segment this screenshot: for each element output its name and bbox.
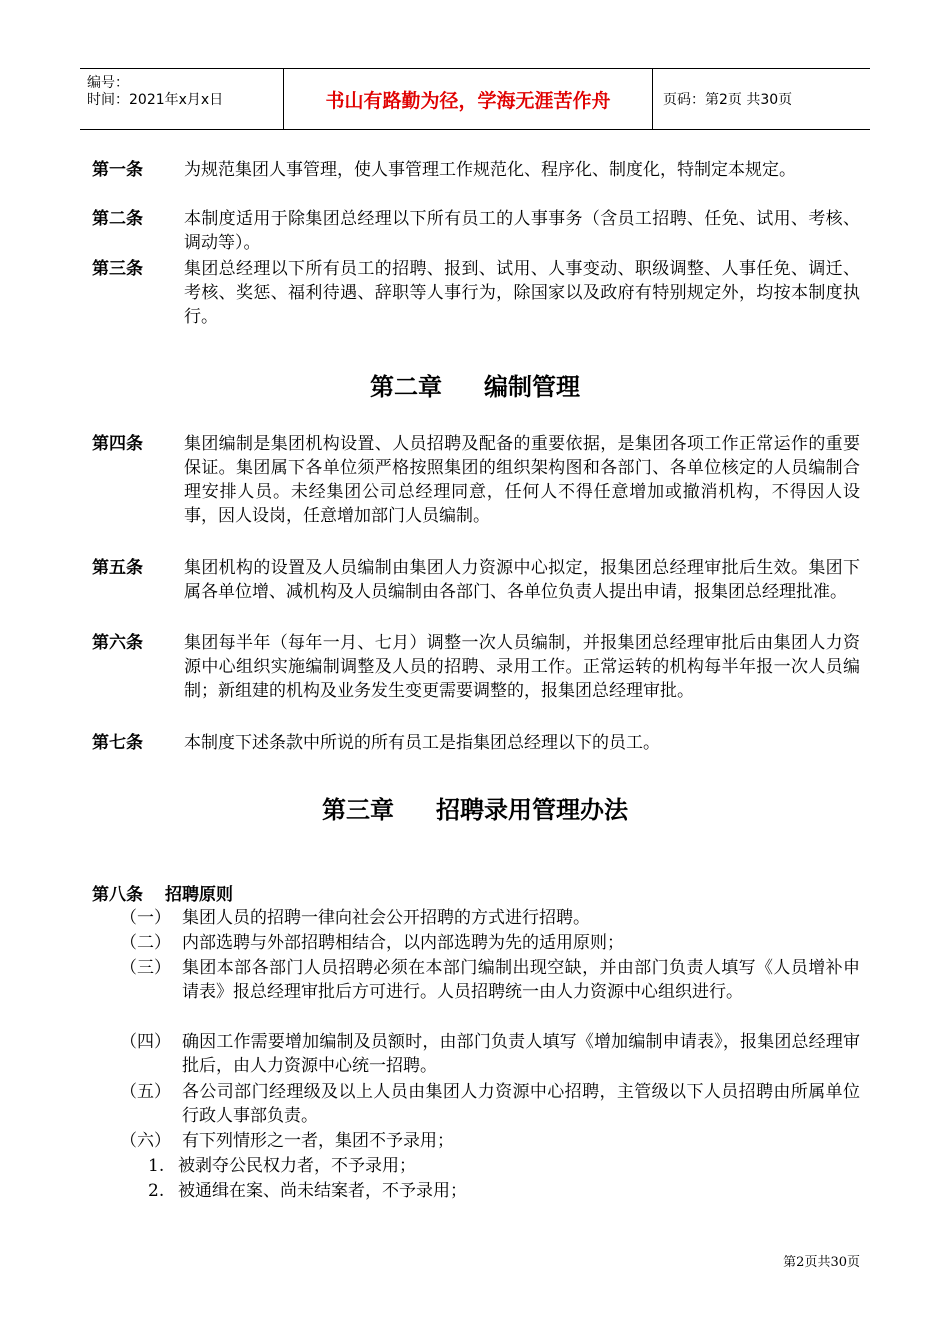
- item-text: 内部选聘与外部招聘相结合，以内部选聘为先的适用原则；: [182, 933, 624, 953]
- article-title: 招聘原则: [165, 885, 233, 905]
- article-1: [92, 158, 860, 182]
- article-text: 集团每半年（每年一月、七月）调整一次人员编制，并报集团总经理审批后由集团人力资源中心组织实施编制调整及人员的招聘、录用工作。正常运转的机构每半年报一次人员编制；新组建的机构及业务发生变更需要调整的，报集团总经理审批。: [184, 633, 860, 701]
- article-text: 集团编制是集团机构设置、人员招聘及配备的重要依据，是集团各项工作正常运作的重要保证。集团属下各单位须严格按照集团的组织架构图和各部门、各单位核定的人员编制合理安排人员。未经集团公司总经理同意，任何人不得任意增加或撤消机构，不得因人设事，因人设岗，任意增加部门人员编制。: [184, 434, 860, 526]
- item-text: 集团本部各部门人员招聘必须在本部门编制出现空缺，并由部门负责人填写《人员增补申请表》报总经理审批后方可进行。人员招聘统一由人力资源中心组织进行。: [182, 958, 860, 1002]
- page-header: [80, 68, 870, 130]
- item-text: 有下列情形之一者，集团不予录用；: [182, 1131, 454, 1151]
- item-number: （二）: [120, 933, 171, 953]
- article-text: 集团总经理以下所有员工的招聘、报到、试用、人事变动、职级调整、人事任免、调迁、考核、奖惩、福利待遇、辞职等人事行为，除国家以及政府有特别规定外，均按本制度执行。: [184, 259, 860, 327]
- article-3: [92, 257, 860, 329]
- header-time-label: 时间：2021年x月x日: [87, 92, 224, 108]
- chapter-title: 招聘录用管理办法: [436, 796, 628, 824]
- article-text: 集团机构的设置及人员编制由集团人力资源中心拟定，报集团总经理审批后生效。集团下属各单位增、减机构及人员编制由各部门、各单位负责人提出申请，报集团总经理批准。: [184, 558, 860, 602]
- article-label: 第一条: [92, 160, 143, 180]
- list-item: [120, 1030, 860, 1078]
- item-text: 各公司部门经理级及以上人员由集团人力资源中心招聘，主管级以下人员招聘由所属单位行政人事部负责。: [182, 1082, 860, 1126]
- article-label: 第六条: [92, 633, 143, 653]
- article-5: [92, 556, 860, 604]
- header-info: [80, 69, 283, 129]
- list-item: [120, 1080, 860, 1128]
- article-text: 本制度适用于除集团总经理以下所有员工的人事事务（含员工招聘、任免、试用、考核、调动等）。: [184, 209, 860, 253]
- sub-item-number: 2.: [148, 1181, 165, 1201]
- header-page-info: 页码：第2页 共30页: [663, 92, 793, 108]
- article-label: 第八条: [92, 885, 143, 905]
- item-number: （四）: [120, 1032, 171, 1052]
- chapter-heading-3: [0, 790, 950, 825]
- list-item: [120, 956, 860, 1004]
- article-text: 本制度下述条款中所说的所有员工是指集团总经理以下的员工。: [184, 733, 660, 753]
- article-label: 第四条: [92, 434, 143, 454]
- sub-item-text: 被剥夺公民权力者，不予录用；: [178, 1156, 416, 1176]
- article-4: [92, 432, 860, 528]
- item-number: （三）: [120, 958, 171, 978]
- sub-list-item: [148, 1179, 860, 1203]
- sub-list-item: [148, 1154, 860, 1178]
- article-7: [92, 731, 860, 755]
- list-item: [120, 1129, 860, 1153]
- article-text: 为规范集团人事管理，使人事管理工作规范化、程序化、制度化，特制定本规定。: [184, 160, 796, 180]
- item-text: 集团人员的招聘一律向社会公开招聘的方式进行招聘。: [182, 908, 590, 928]
- sub-item-number: 1.: [148, 1156, 165, 1176]
- chapter-title: 编制管理: [484, 373, 580, 401]
- article-label: 第三条: [92, 259, 143, 279]
- article-label: 第七条: [92, 733, 143, 753]
- chapter-number: 第二章: [370, 373, 442, 401]
- chapter-heading-2: [0, 367, 950, 402]
- item-text: 确因工作需要增加编制及员额时，由部门负责人填写《增加编制申请表》，报集团总经理审批后，由人力资源中心统一招聘。: [182, 1032, 860, 1076]
- item-number: （一）: [120, 908, 171, 928]
- list-item: [120, 931, 860, 955]
- chapter-number: 第三章: [322, 796, 394, 824]
- item-number: （五）: [120, 1082, 171, 1102]
- header-number-label: 编号：: [87, 75, 129, 91]
- article-label: 第二条: [92, 209, 143, 229]
- list-item: [120, 906, 860, 930]
- article-6: [92, 631, 860, 703]
- article-8-heading: [92, 880, 233, 905]
- header-motto: 书山有路勤为径，学海无涯苦作舟: [283, 69, 653, 129]
- sub-item-text: 被通缉在案、尚未结案者，不予录用；: [178, 1181, 467, 1201]
- item-number: （六）: [120, 1131, 171, 1151]
- article-2: [92, 207, 860, 255]
- article-label: 第五条: [92, 558, 143, 578]
- page-footer: 第2页共30页: [783, 1255, 860, 1270]
